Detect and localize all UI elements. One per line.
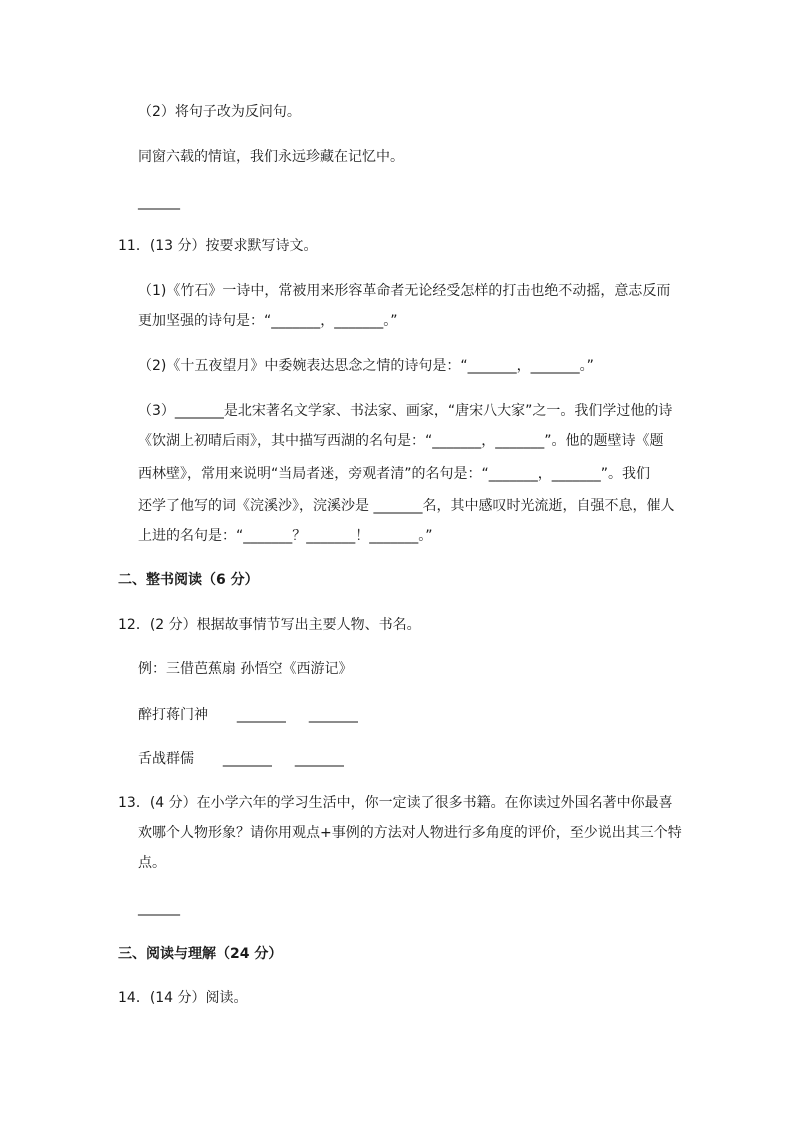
q12-item2-book-blank[interactable]: _______	[294, 751, 344, 767]
q12-item2-character-blank[interactable]: _______	[222, 751, 272, 767]
q12-item2-label: 舌战群儒	[138, 751, 194, 767]
q11-part3-line4: 还学了他写的词《浣溪沙》，浣溪沙是 _______名，其中感叹时光流逝，自强不息，催人	[138, 498, 675, 514]
q10-2-answer-blank[interactable]: ______	[138, 194, 180, 210]
section3-title: 三、阅读与理解（24 分）	[118, 946, 283, 962]
q11-header: 11．(13 分）按要求默写诗文。	[118, 238, 318, 254]
q11-part1-line2: 更加坚强的诗句是：“_______，_______。”	[138, 313, 398, 329]
q11-part3-line5: 上进的名句是：“_______？_______！_______。”	[138, 528, 433, 544]
q12-item1	[138, 705, 358, 725]
section2-title: 二、整书阅读（6 分）	[118, 572, 259, 588]
q14-header: 14．(14 分）阅读。	[118, 990, 248, 1006]
q13-line3: 点。	[138, 855, 166, 871]
q11-part3-line2: 《饮湖上初晴后雨》，其中描写西湖的名句是：“_______，_______”。他的题壁诗《题	[138, 433, 664, 449]
q13-line2: 欢哪个人物形象？请你用观点+事例的方法对人物进行多角度的评价，至少说出其三个特	[138, 825, 682, 841]
q13-answer-blank[interactable]: ______	[138, 900, 180, 916]
q12-example: 例：三借芭蕉扇 孙悟空《西游记》	[138, 661, 353, 677]
q10-2-prompt: （2）将句子改为反问句。	[138, 104, 301, 120]
q12-item1-character-blank[interactable]: _______	[236, 707, 286, 723]
q12-header: 12．(2 分）根据故事情节写出主要人物、书名。	[118, 617, 421, 633]
q11-part3-line1: （3）_______是北宋著名文学家、书法家、画家，“唐宋八大家”之一。我们学过他的诗	[138, 403, 673, 419]
q10-2-sentence: 同窗六载的情谊，我们永远珍藏在记忆中。	[138, 149, 404, 165]
q12-item1-label: 醉打蒋门神	[138, 707, 208, 723]
q12-item2	[138, 749, 344, 769]
q12-item1-book-blank[interactable]: _______	[308, 707, 358, 723]
q11-part3-line3: 西林壁》，常用来说明“当局者迷，旁观者清”的名句是：“_______，_______”。我们	[138, 466, 651, 482]
q11-part1-line1: （1)《竹石》一诗中，常被用来形容革命者无论经受怎样的打击也绝不动摇，意志反而	[138, 283, 671, 299]
q13-line1: 13．(4 分）在小学六年的学习生活中，你一定读了很多书籍。在你读过外国名著中你最喜	[118, 795, 673, 811]
q11-part2: （2)《十五夜望月》中委婉表达思念之情的诗句是：“_______，_______。”	[138, 358, 594, 374]
